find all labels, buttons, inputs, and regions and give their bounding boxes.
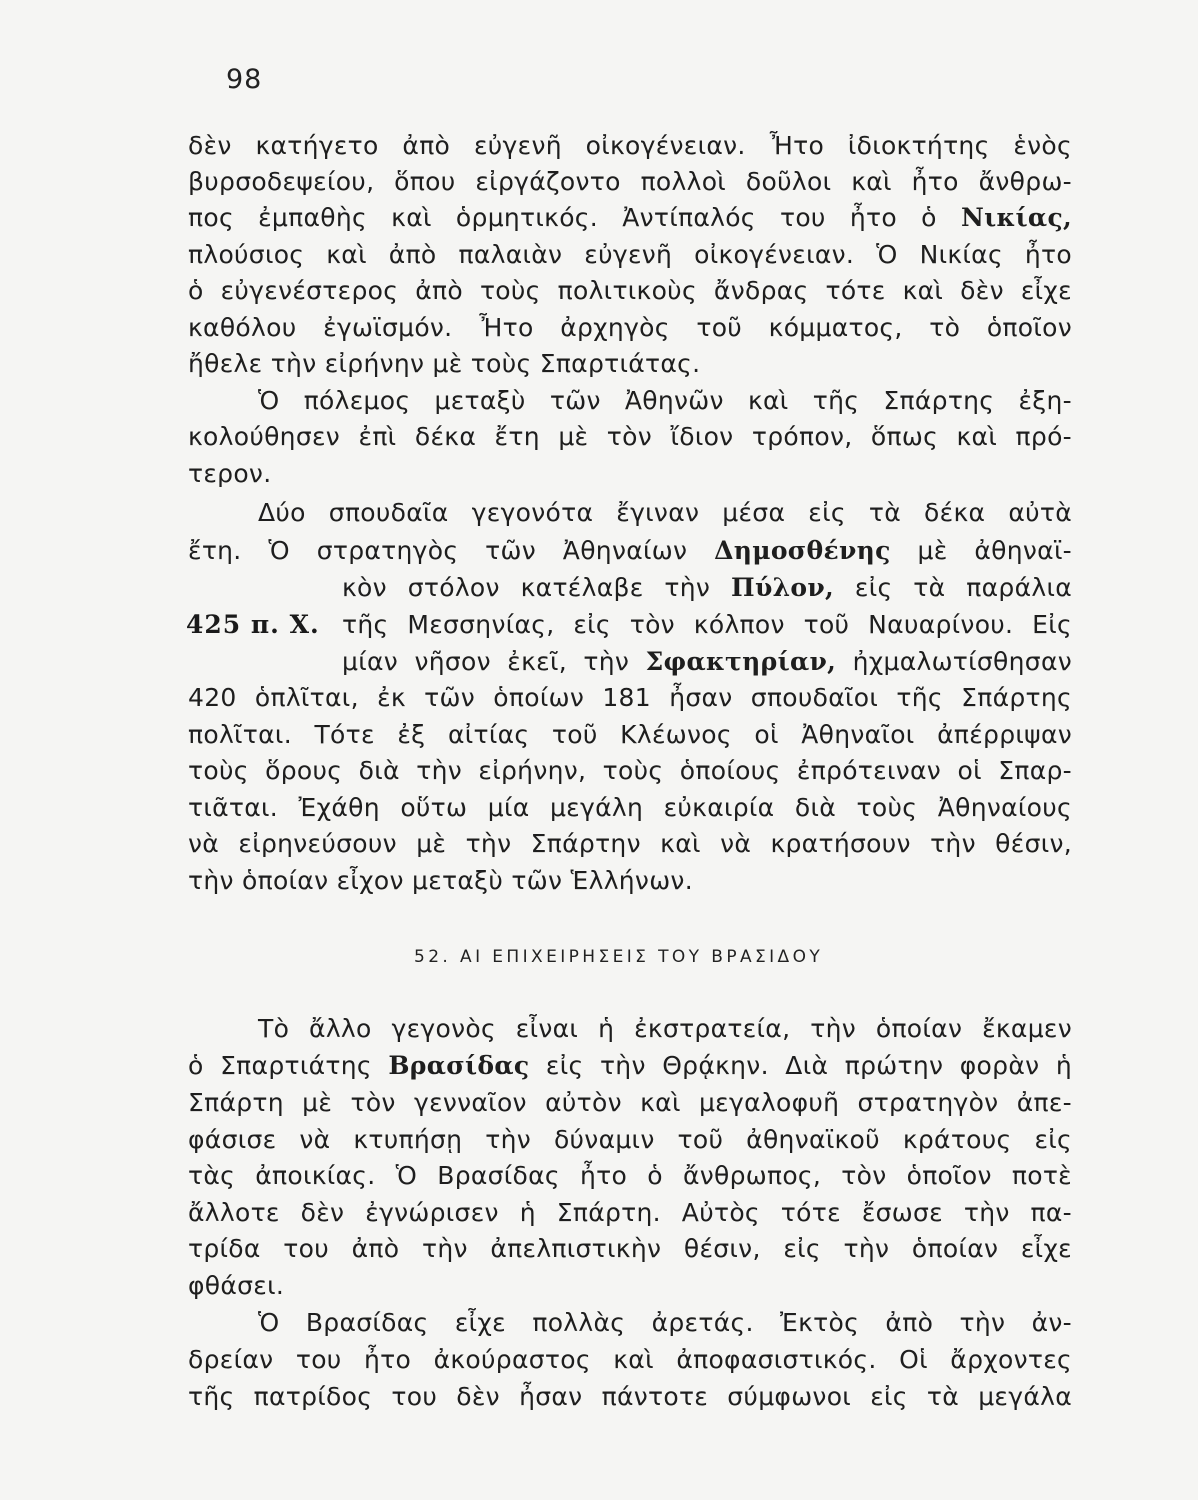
text-span: πος ἐμπαθὴς καὶ ὁρμητικός. Ἀντίπαλός του ἦτο ὁ	[188, 203, 961, 232]
text-span: ἔτη. Ὁ στρατηγὸς τῶν Ἀθηναίων	[188, 536, 715, 565]
text-line: τῆς Μεσσηνίας, εἰς τὸν κόλπον τοῦ Ναυαρίνου. Εἰς	[342, 610, 1072, 639]
text-line: Ὁ Βρασίδας εἶχε πολλὰς ἀρετάς. Ἐκτὸς ἀπὸ τὴν ἀν-	[258, 1308, 1072, 1337]
text-line: πολῖται. Τότε ἐξ αἰτίας τοῦ Κλέωνος οἱ Ἀθηναῖοι ἀπέρριψαν	[188, 720, 1072, 749]
name-demosthenes: Δημοσθένης	[714, 536, 891, 565]
text-line: τὰς ἀποικίας. Ὁ Βρασίδας ἦτο ὁ ἄνθρωπος, τὸν ὁποῖον ποτὲ	[188, 1161, 1072, 1190]
text-line: τρίδα του ἀπὸ τὴν ἀπελπιστικὴν θέσιν, εἰς τὴν ὁποίαν εἶχε	[188, 1234, 1072, 1263]
text-span: ἠχμαλωτίσθησαν	[836, 647, 1072, 676]
text-line: τερον.	[188, 459, 272, 488]
text-line: Τὸ ἄλλο γεγονὸς εἶναι ἡ ἐκστρατεία, τὴν ὁποίαν ἔκαμεν	[258, 1014, 1072, 1043]
text-span: μίαν νῆσον ἐκεῖ, τὴν	[342, 647, 646, 676]
text-line	[342, 571, 1072, 605]
text-line: τοὺς ὅρους διὰ τὴν εἰρήνην, τοὺς ὁποίους ἐπρότειναν οἱ Σπαρ-	[188, 756, 1072, 785]
text-line: κολούθησεν ἐπὶ δέκα ἔτη μὲ τὸν ἴδιον τρόπον, ὅπως καὶ πρό-	[188, 422, 1072, 451]
text-line: Σπάρτη μὲ τὸν γενναῖον αὐτὸν καὶ μεγαλοφυῆ στρατηγὸν ἀπε-	[188, 1088, 1072, 1117]
text-line: βυρσοδεψείου, ὅπου εἰργάζοντο πολλοὶ δοῦλοι καὶ ἦτο ἄνθρω-	[188, 167, 1072, 196]
text-line: φάσισε νὰ κτυπήσῃ τὴν δύναμιν τοῦ ἀθηναϊκοῦ κράτους εἰς	[188, 1125, 1072, 1154]
name-nikias: Νικίας,	[960, 203, 1072, 232]
text-line	[188, 1049, 1072, 1083]
text-line: καθόλου ἐγωϊσμόν. Ἦτο ἀρχηγὸς τοῦ κόμματος, τὸ ὁποῖον	[188, 313, 1072, 342]
text-line: πλούσιος καὶ ἀπὸ παλαιὰν εὐγενῆ οἰκογένειαν. Ὁ Νικίας ἦτο	[188, 240, 1072, 269]
text-line: τὴν ὁποίαν εἶχον μεταξὺ τῶν Ἑλλήνων.	[188, 866, 693, 895]
place-sphakteria: Σφακτηρίαν,	[645, 647, 837, 676]
text-span: ὁ Σπαρτιάτης	[188, 1051, 389, 1080]
text-line: ἄλλοτε δὲν ἐγνώρισεν ἡ Σπάρτη. Αὐτὸς τότε ἔσωσε τὴν πα-	[188, 1198, 1072, 1227]
text-line: ὁ εὐγενέστερος ἀπὸ τοὺς πολιτικοὺς ἄνδρας τότε καὶ δὲν εἶχε	[188, 276, 1072, 305]
text-line: τῆς πατρίδος του δὲν ἦσαν πάντοτε σύμφωνοι εἰς τὰ μεγάλα	[188, 1382, 1072, 1411]
text-line	[188, 534, 1072, 568]
text-span: εἰς τὰ παράλια	[834, 573, 1072, 602]
text-span: εἰς τὴν Θρᾴκην. Διὰ πρώτην φορὰν ἡ	[529, 1051, 1072, 1080]
text-line: νὰ εἰρηνεύσουν μὲ τὴν Σπάρτην καὶ νὰ κρατήσουν τὴν θέσιν,	[188, 829, 1072, 858]
text-span: μὲ ἀθηναϊ-	[890, 536, 1072, 565]
text-line: Δύο σπουδαῖα γεγονότα ἔγιναν μέσα εἰς τὰ δέκα αὐτὰ	[258, 498, 1072, 527]
text-line	[188, 201, 1072, 235]
place-pylos: Πύλον,	[731, 573, 835, 602]
name-brasidas: Βρασίδας	[388, 1051, 530, 1080]
page-number: 98	[226, 64, 263, 95]
text-span: κὸν στόλον κατέλαβε τὴν	[342, 573, 732, 602]
text-line: Ὁ πόλεμος μεταξὺ τῶν Ἀθηνῶν καὶ τῆς Σπάρτης ἐξη-	[258, 386, 1072, 415]
text-line: τιᾶται. Ἐχάθη οὕτω μία μεγάλη εὐκαιρία διὰ τοὺς Ἀθηναίους	[188, 793, 1072, 822]
section-heading: 52. ΑΙ ΕΠΙΧΕΙΡΗΣΕΙΣ ΤΟΥ ΒΡΑΣΙΔΟΥ	[414, 947, 824, 967]
text-line: ἤθελε τὴν εἰρήνην μὲ τοὺς Σπαρτιάτας.	[188, 349, 701, 378]
text-line: φθάσει.	[188, 1271, 285, 1300]
text-line: 420 ὁπλῖται, ἐκ τῶν ὁποίων 181 ἦσαν σπουδαῖοι τῆς Σπάρτης	[188, 683, 1072, 712]
text-line	[342, 645, 1072, 679]
margin-date-note: 425 π. Χ.	[186, 610, 320, 639]
text-line: δὲν κατήγετο ἀπὸ εὐγενῆ οἰκογένειαν. Ἦτο ἰδιοκτήτης ἑνὸς	[188, 131, 1072, 160]
text-line: δρείαν του ἦτο ἀκούραστος καὶ ἀποφασιστικός. Οἱ ἄρχοντες	[188, 1345, 1072, 1374]
